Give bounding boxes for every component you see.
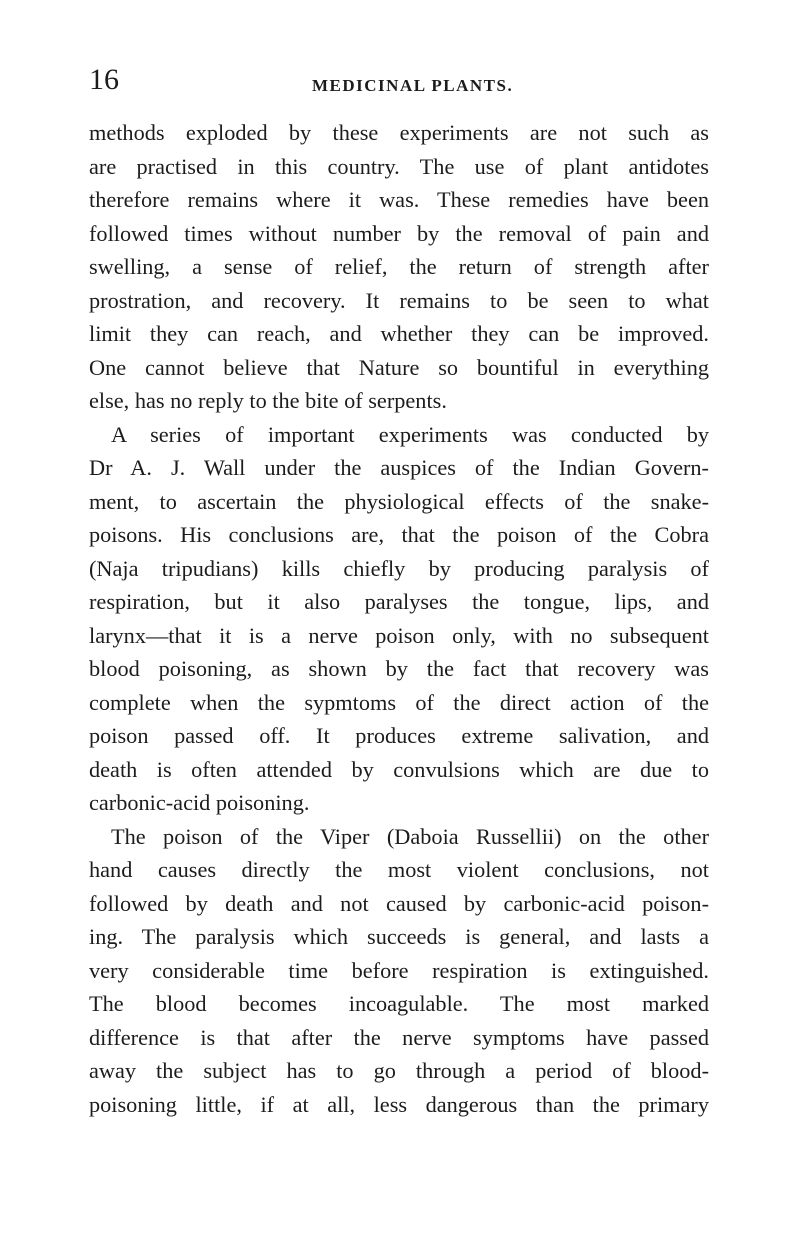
text-line: swelling, a sense of relief, the return of strength after <box>89 254 709 279</box>
text-line: Dr A. J. Wall under the auspices of the Indian Govern- <box>89 455 709 480</box>
text-line: methods exploded by these experiments are not such as <box>89 120 709 145</box>
text-line: limit they can reach, and whether they can be improved. <box>89 321 709 346</box>
paragraph <box>89 820 709 1122</box>
text-line: carbonic-acid poisoning. <box>89 790 310 815</box>
text-line: respiration, but it also paralyses the tongue, lips, and <box>89 589 709 614</box>
text-line: difference is that after the nerve symptoms have passed <box>89 1024 709 1050</box>
paragraph <box>89 116 709 418</box>
text-line: therefore remains where it was. These remedies have been <box>89 187 709 212</box>
text-line: prostration, and recovery. It remains to be seen to what <box>89 287 709 313</box>
text-line: are practised in this country. The use of plant antidotes <box>89 153 709 179</box>
text-line: blood poisoning, as shown by the fact that recovery was <box>89 656 709 681</box>
text-line: ment, to ascertain the physiological effects of the snake- <box>89 488 709 514</box>
text-line: hand causes directly the most violent conclusions, not <box>89 857 709 882</box>
text-line: very considerable time before respiration is extinguished. <box>89 957 709 983</box>
text-line: followed times without number by the removal of pain and <box>89 220 709 246</box>
paragraph <box>89 418 709 820</box>
text-line: followed by death and not caused by carbonic-acid poison- <box>89 890 709 916</box>
text-line: else, has no reply to the bite of serpents. <box>89 388 447 413</box>
page-number: 16 <box>89 63 119 96</box>
text-line: larynx—that it is a nerve poison only, with no subsequent <box>89 622 709 648</box>
text-line: The blood becomes incoagulable. The most marked <box>89 991 709 1016</box>
text-line: poison passed off. It produces extreme salivation, and <box>89 723 709 748</box>
text-line: (Naja tripudians) kills chiefly by producing paralysis of <box>89 555 709 581</box>
text-line: A series of important experiments was conducted by <box>111 421 709 447</box>
text-line: One cannot believe that Nature so bountiful in everything <box>89 354 709 380</box>
text-line: poisons. His conclusions are, that the poison of the Cobra <box>89 522 709 547</box>
text-line: ing. The paralysis which succeeds is general, and lasts a <box>89 924 709 949</box>
body-text <box>89 116 709 1121</box>
text-line: complete when the sypmtoms of the direct action of the <box>89 689 709 715</box>
text-line: poisoning little, if at all, less dangerous than the primary <box>89 1091 709 1117</box>
running-title: MEDICINAL PLANTS. <box>312 76 514 95</box>
text-line: The poison of the Viper (Daboia Russellii) on the other <box>111 823 709 849</box>
text-line: away the subject has to go through a period of blood- <box>89 1058 709 1083</box>
text-line: death is often attended by convulsions which are due to <box>89 756 709 782</box>
